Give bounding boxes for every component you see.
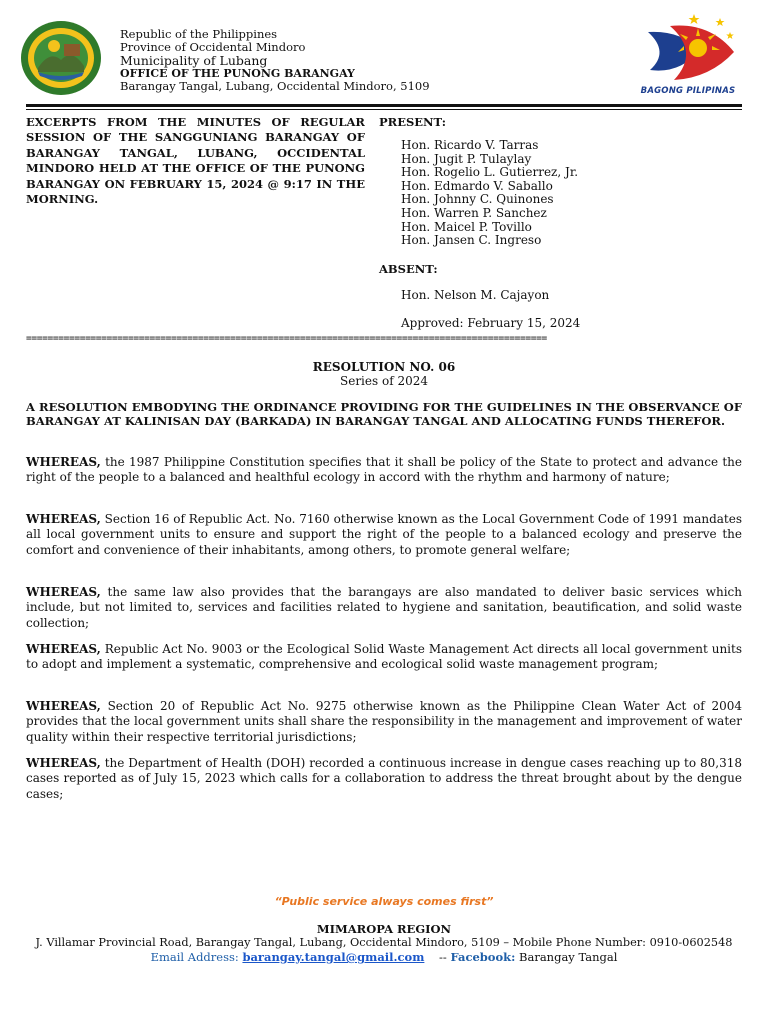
whereas-text: the same law also provides that the barangays are also mandated to deliver basic services which include, but not limited to, services and facilities related to hygiene and sanitation, beautification, and solid waste collection; xyxy=(26,585,742,630)
approved-date: Approved: February 15, 2024 xyxy=(401,316,581,330)
present-member: Hon. Warren P. Sanchez xyxy=(401,205,547,220)
facebook-page[interactable]: Barangay Tangal xyxy=(519,950,618,964)
minutes-excerpt: EXCERPTS FROM THE MINUTES OF REGULAR SESSION OF THE SANGGUNIANG BARANGAY OF BARANGAY TANGAL, LUBANG, OCCIDENTAL MINDORO HELD AT THE OFFICE OF THE PUNONG BARANGAY ON FEBRUARY 15, 2024 @ 9:17 IN THE MORNING. xyxy=(26,115,365,207)
absent-label: ABSENT: xyxy=(379,262,438,276)
whereas-lead: WHEREAS, xyxy=(26,699,101,713)
header-office: OFFICE OF THE PUNONG BARANGAY xyxy=(120,67,355,80)
absent-member: Hon. Nelson M. Cajayon xyxy=(401,288,550,302)
whereas-lead: WHEREAS, xyxy=(26,455,101,469)
header-municipality: Municipality of Lubang xyxy=(120,53,268,68)
header-rule-thin xyxy=(26,109,742,110)
email-label: Email Address: xyxy=(150,950,239,964)
present-label: PRESENT: xyxy=(379,115,446,129)
whereas-text: the 1987 Philippine Constitution specifies that it shall be policy of the State to protect and advance the right of the people to a balanced and healthful ecology in accord with the rhythm and harmony of nature; xyxy=(26,455,742,485)
header-republic: Republic of the Philippines xyxy=(120,27,278,41)
whereas-clause xyxy=(26,642,742,673)
header-province: Province of Occidental Mindoro xyxy=(120,40,306,54)
present-member: Hon. Maicel P. Tovillo xyxy=(401,219,532,234)
footer-motto: “Public service always comes first” xyxy=(274,895,494,908)
whereas-lead: WHEREAS, xyxy=(26,756,101,770)
footer-address: J. Villamar Provincial Road, Barangay Tangal, Lubang, Occidental Mindoro, 5109 – Mobile Phone Number: 0910-0602548 xyxy=(35,936,733,949)
present-member: Hon. Jansen C. Ingreso xyxy=(401,233,542,248)
whereas-lead: WHEREAS, xyxy=(26,642,101,656)
footer-contact xyxy=(26,950,742,964)
bagong-pilipinas-logo xyxy=(640,12,740,84)
present-member: Hon. Rogelio L. Gutierrez, Jr. xyxy=(401,165,579,180)
facebook-label: Facebook: xyxy=(450,950,516,964)
present-member: Hon. Edmardo V. Saballo xyxy=(401,178,553,193)
whereas-clause xyxy=(26,455,742,486)
present-member: Hon. Jugit P. Tulaylay xyxy=(401,151,532,166)
whereas-lead: WHEREAS, xyxy=(26,585,101,599)
footer-region: MIMAROPA REGION xyxy=(316,922,452,936)
resolution-heading: A RESOLUTION EMBODYING THE ORDINANCE PROVIDING FOR THE GUIDELINES IN THE OBSERVANCE OF BARANGAY AT KALINISAN DAY (BARKADA) IN BARANGAY TANGAL AND ALLOCATING FUNDS THEREFOR. xyxy=(26,400,742,428)
whereas-text: Section 20 of Republic Act No. 9275 otherwise known as the Philippine Clean Water Act of 2004 provides that the local government units shall share the responsibility in the management and improvement of water quality within their respective territorial jurisdictions; xyxy=(26,699,742,744)
barangay-seal-logo xyxy=(20,20,102,96)
header-rule-thick xyxy=(26,104,742,107)
whereas-lead: WHEREAS, xyxy=(26,512,101,526)
whereas-clause xyxy=(26,699,742,745)
present-member: Hon. Johnny C. Quinones xyxy=(401,192,554,207)
bagong-pilipinas-label: BAGONG PILIPINAS xyxy=(640,86,736,96)
whereas-clause xyxy=(26,756,742,802)
footer-separator: -- xyxy=(439,950,447,964)
whereas-text: Section 16 of Republic Act. No. 7160 otherwise known as the Local Government Code of 1991 mandates all local government units to ensure and support the right of the people to a balanced ecology and preserve the comfort and convenience of their inhabitants, among others, to promote general welfare; xyxy=(26,512,742,557)
resolution-title: RESOLUTION NO. 06 xyxy=(312,360,456,374)
present-list xyxy=(401,139,578,248)
whereas-clause xyxy=(26,512,742,558)
section-divider: ================================================================================================= xyxy=(26,333,547,344)
header-address: Barangay Tangal, Lubang, Occidental Mindoro, 5109 xyxy=(120,79,430,93)
whereas-text: the Department of Health (DOH) recorded a continuous increase in dengue cases reaching up to 80,318 cases reported as of July 15, 2023 which calls for a collaboration to address the threat brought about by the dengue cases; xyxy=(26,756,742,801)
email-link[interactable]: barangay.tangal@gmail.com xyxy=(242,950,425,964)
resolution-series: Series of 2024 xyxy=(340,374,428,388)
whereas-clause xyxy=(26,585,742,631)
whereas-text: Republic Act No. 9003 or the Ecological Solid Waste Management Act directs all local government units to adopt and implement a systematic, comprehensive and ecological solid waste management program; xyxy=(26,642,742,672)
present-member: Hon. Ricardo V. Tarras xyxy=(401,138,539,152)
